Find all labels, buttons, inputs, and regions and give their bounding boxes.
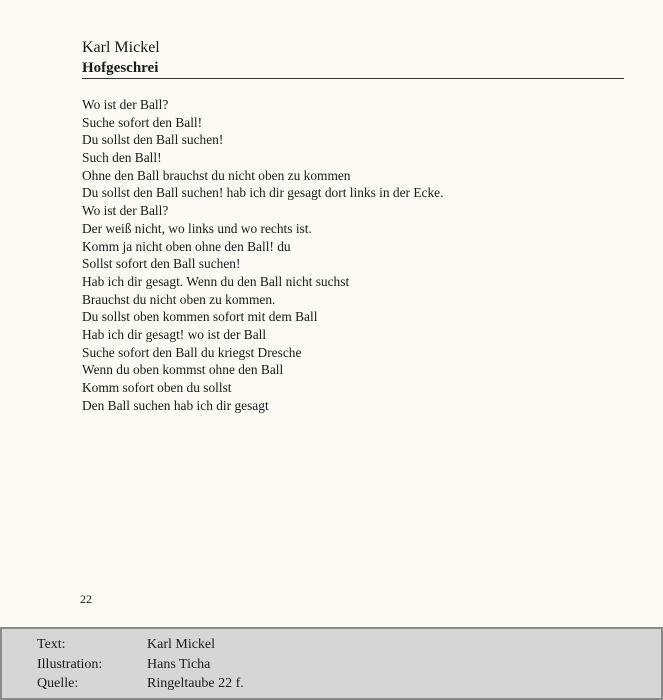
poem-line: Der weiß nicht, wo links und wo rechts ist.: [82, 220, 312, 236]
poem-line: Ohne den Ball brauchst du nicht oben zu kommen: [82, 167, 351, 183]
poem-line: Hab ich dir gesagt! wo ist der Ball: [82, 326, 267, 342]
poem-line: Sollst sofort den Ball suchen!: [82, 256, 241, 272]
poem-line: Wenn du oben kommst ohne den Ball: [82, 362, 284, 378]
credit-row-illustration: [37, 655, 210, 675]
poem-line: Du sollst den Ball suchen! hab ich dir gesagt dort links in der Ecke.: [82, 185, 444, 201]
poem-line: Komm ja nicht oben ohne den Ball! du: [82, 238, 291, 254]
poem-line: Wo ist der Ball?: [82, 97, 169, 112]
credit-row-text: [37, 635, 215, 655]
poem-title: Hofgeschrei: [82, 60, 159, 76]
poem-line: Den Ball suchen hab ich dir gesagt: [82, 397, 269, 413]
credit-value-source: Ringeltaube 22 f.: [147, 676, 244, 691]
credit-value-text: Karl Mickel: [147, 637, 216, 652]
poem-line: Suche sofort den Ball!: [82, 114, 203, 130]
poem-line: Suche sofort den Ball du kriegst Dresche: [82, 344, 302, 360]
credit-label-source: Quelle:: [37, 676, 79, 691]
title-divider: [82, 78, 624, 79]
poem-line: Wo ist der Ball?: [82, 203, 169, 219]
credit-row-source: [37, 674, 244, 694]
page-number: 22: [80, 592, 92, 606]
credits-panel: [0, 627, 663, 700]
poem-line: Komm sofort oben du sollst: [82, 380, 232, 395]
poem-line: Du sollst den Ball suchen!: [82, 132, 224, 148]
poem-author: Karl Mickel: [82, 39, 160, 56]
credit-value-illustration: Hans Ticha: [147, 657, 211, 672]
poem-line: Such den Ball!: [82, 150, 162, 166]
poem-line: Hab ich dir gesagt. Wenn du den Ball nicht suchst: [82, 273, 350, 289]
credit-label-illustration: Illustration:: [37, 657, 103, 672]
poem-line: Brauchst du nicht oben zu kommen.: [82, 291, 276, 307]
credit-label-text: Text:: [37, 637, 66, 652]
poem-line: Du sollst oben kommen sofort mit dem Ball: [82, 309, 318, 325]
poem-body: [82, 96, 443, 414]
